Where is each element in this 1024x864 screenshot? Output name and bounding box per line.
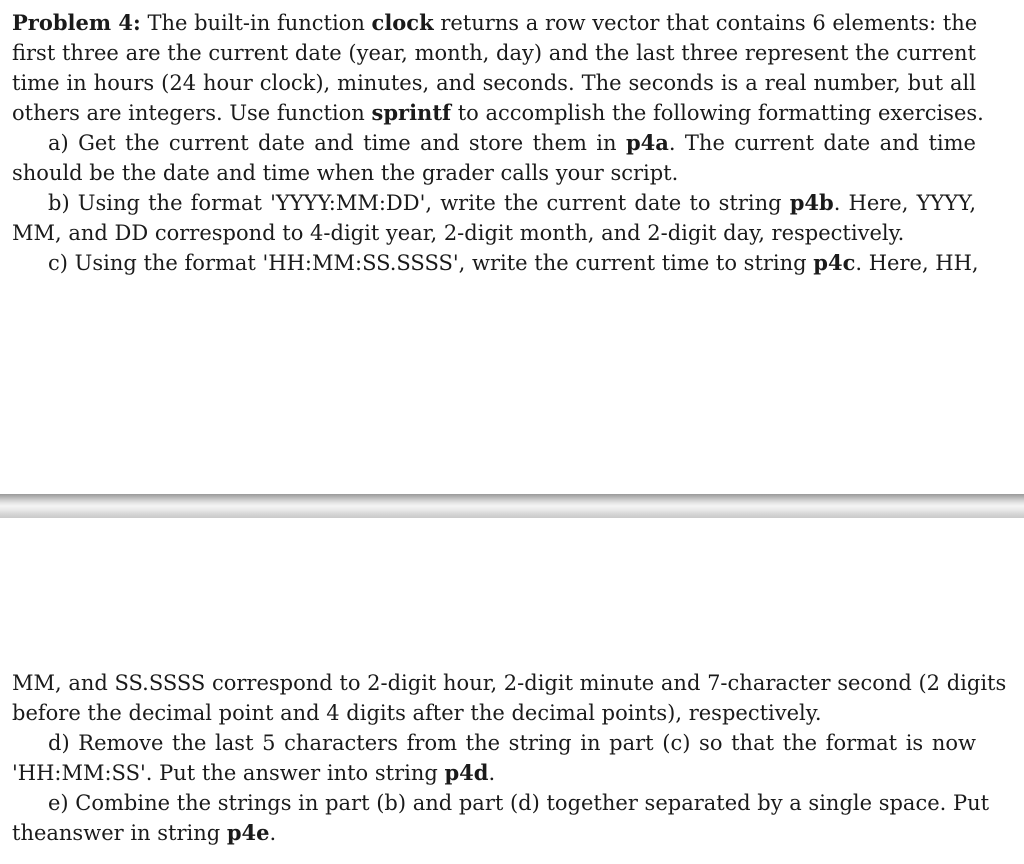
part-c-line: c) Using the format 'HH:MM:SS.SSSS', write the current time to string p4c. Here, HH, xyxy=(48,250,979,275)
variable-p4a: p4a xyxy=(625,130,669,155)
part-d-line: d) Remove the last 5 characters from the string in part (c) so that the format is now xyxy=(48,731,976,755)
text-line: time in hours (24 hour clock), minutes, and seconds. The seconds is a real number, but all xyxy=(12,71,976,95)
page-break-divider xyxy=(0,494,1024,518)
problem-text-top xyxy=(12,8,984,278)
part-b-line: b) Using the format 'YYYY:MM:DD', write the current date to string p4b. Here, YYYY, xyxy=(48,190,976,215)
text-line: Problem 4: The built-in function clock returns a row vector that contains 6 elements: the xyxy=(12,10,978,35)
problem-heading: Problem 4: xyxy=(12,10,141,35)
problem-text-bottom xyxy=(12,668,1007,848)
text-line: first three are the current date (year, month, day) and the last three represent the current xyxy=(12,41,976,65)
variable-p4c: p4c xyxy=(813,250,856,275)
variable-p4e: p4e xyxy=(226,820,270,845)
keyword-clock: clock xyxy=(371,10,434,35)
part-e-line: e) Combine the strings in part (b) and part (d) together separated by a single space. Put xyxy=(48,791,990,815)
text-line: should be the date and time when the grader calls your script. xyxy=(12,161,679,185)
text-line: 'HH:MM:SS'. Put the answer into string p4d. xyxy=(12,760,496,785)
text-line: others are integers. Use function sprintf to accomplish the following formatting exercises. xyxy=(12,100,984,125)
text-line: MM, and SS.SSSS correspond to 2-digit hour, 2-digit minute and 7-character second (2 digits xyxy=(12,671,1007,695)
variable-p4d: p4d xyxy=(444,760,489,785)
text-line: MM, and DD correspond to 4-digit year, 2-digit month, and 2-digit day, respectively. xyxy=(12,221,905,245)
part-a-line: a) Get the current date and time and store them in p4a. The current date and time xyxy=(48,130,976,155)
keyword-sprintf: sprintf xyxy=(371,100,452,125)
text-line: before the decimal point and 4 digits after the decimal points), respectively. xyxy=(12,701,822,725)
variable-p4b: p4b xyxy=(789,190,834,215)
text-line: theanswer in string p4e. xyxy=(12,820,277,845)
